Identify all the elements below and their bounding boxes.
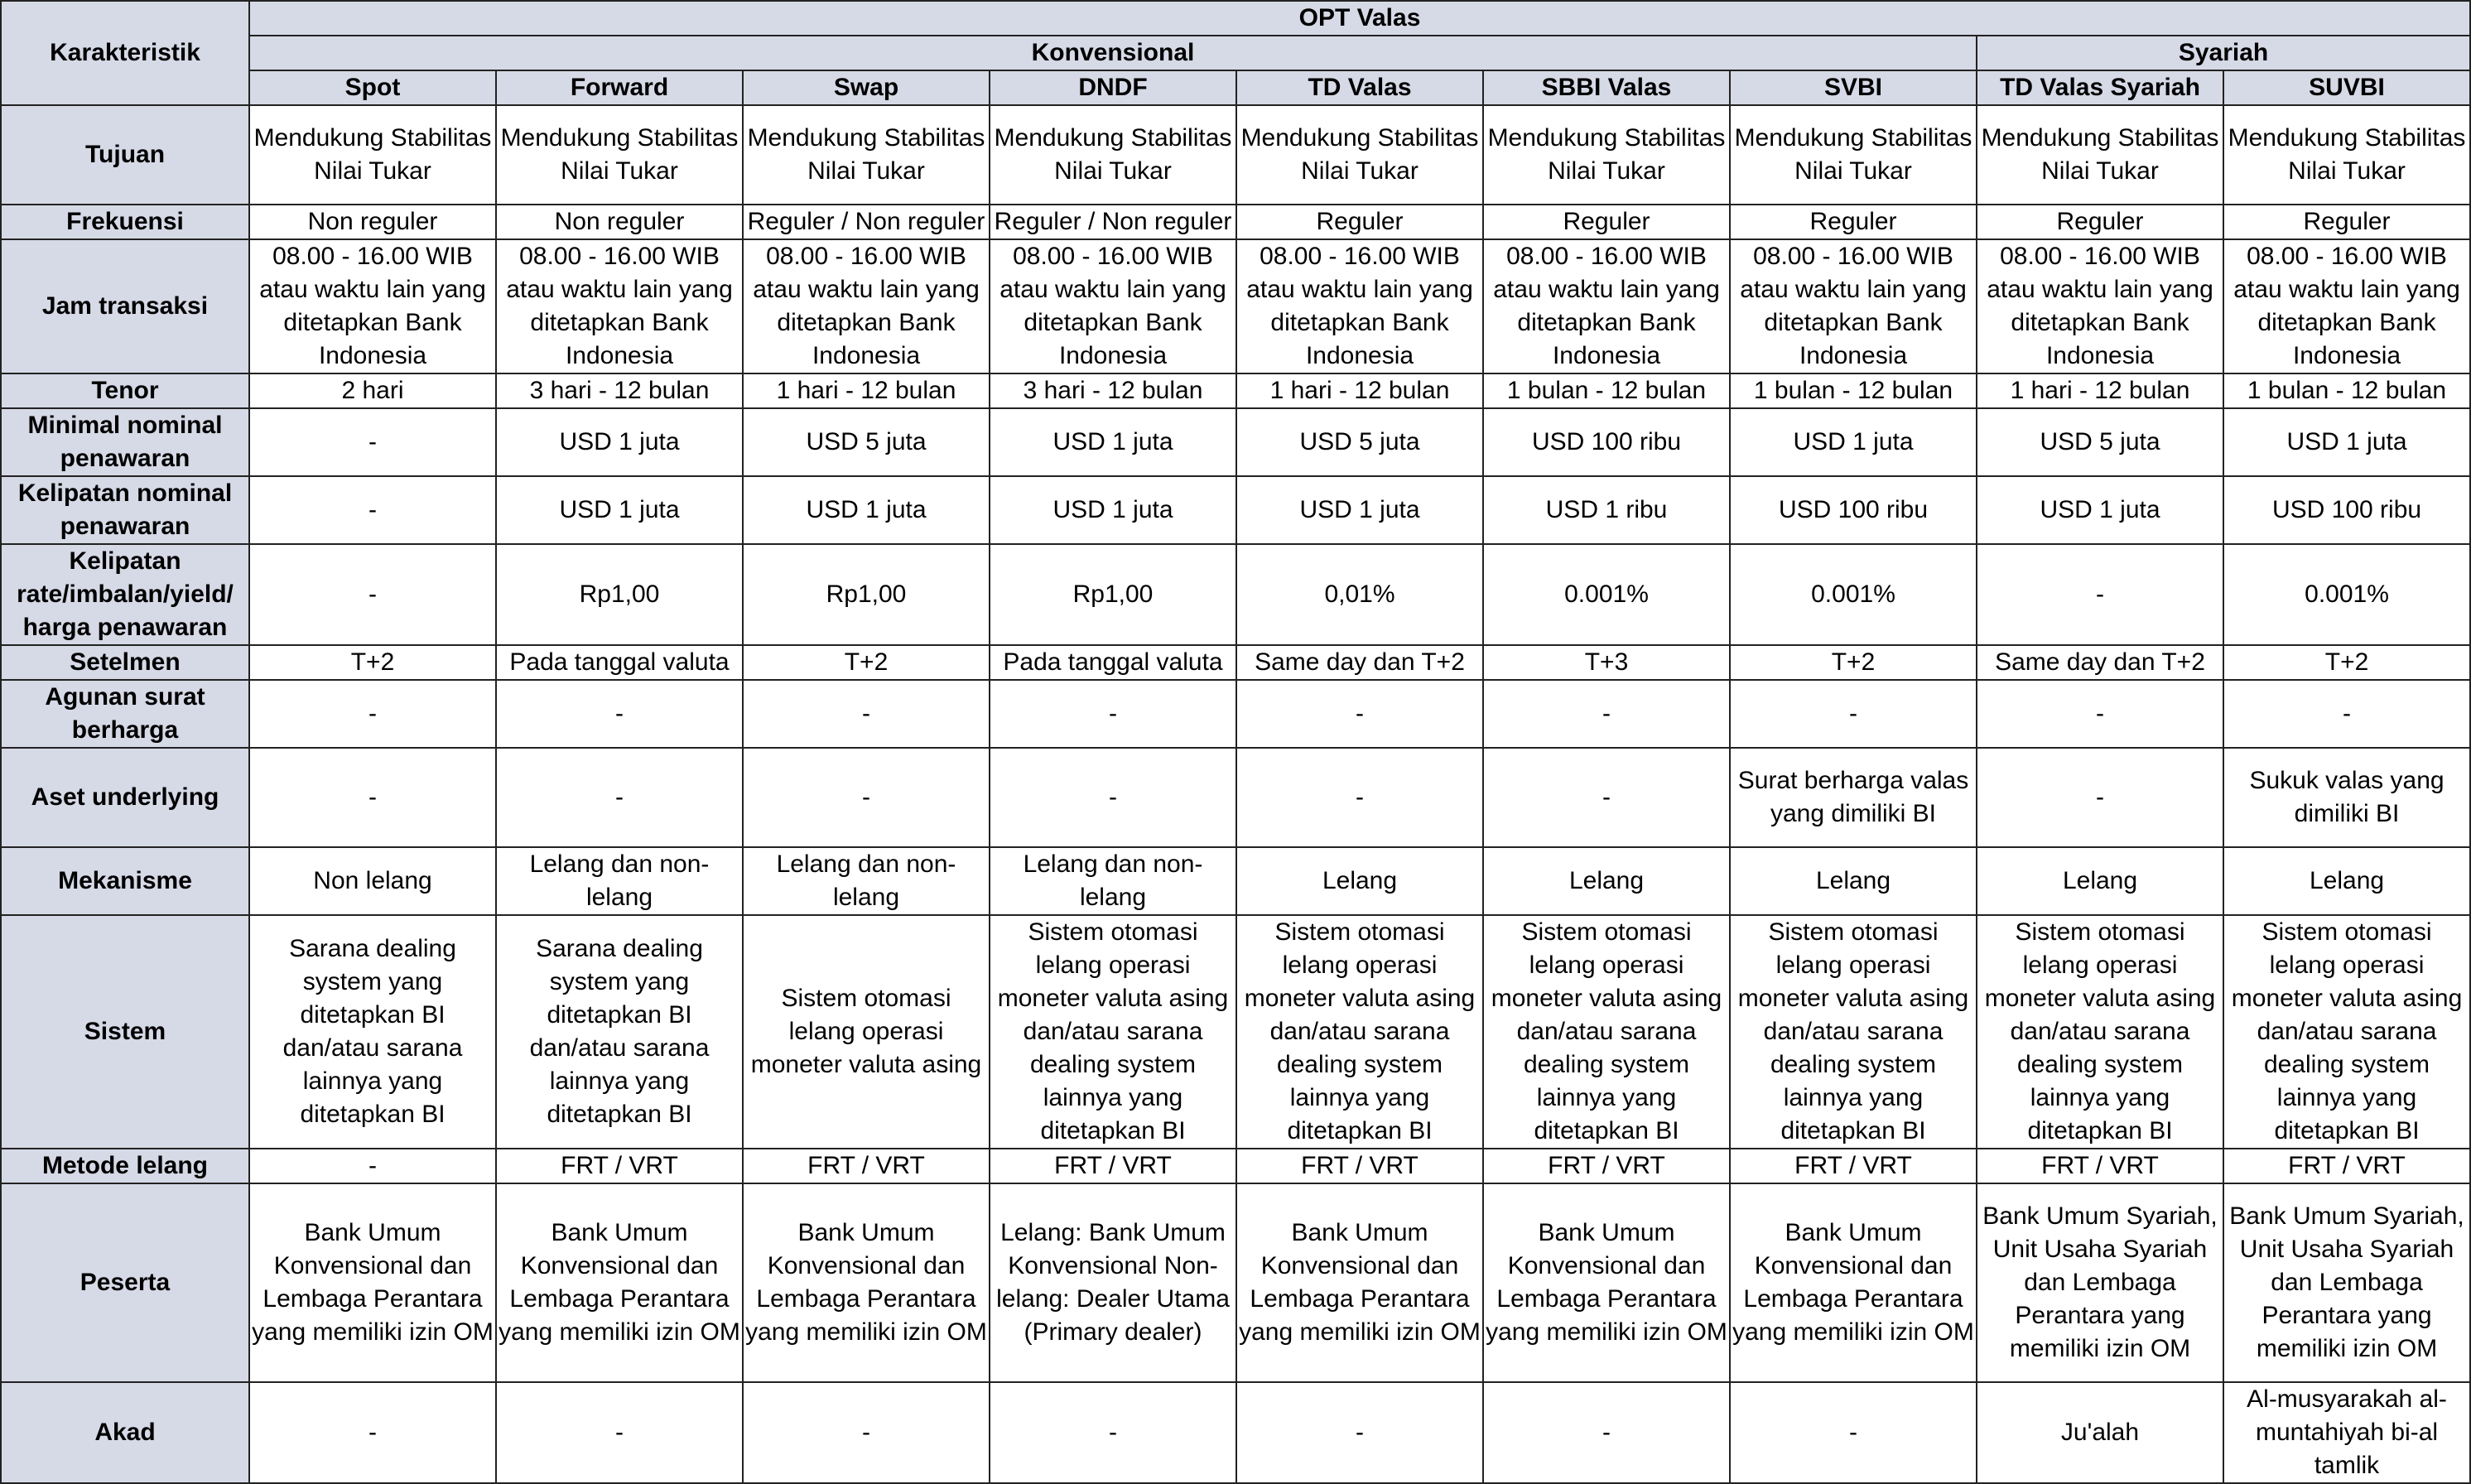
table-cell: USD 1 juta <box>743 476 990 544</box>
table-cell: 1 hari - 12 bulan <box>1236 373 1483 408</box>
table-cell: Mendukung Stabilitas Nilai Tukar <box>1236 105 1483 205</box>
table-cell: Same day dan T+2 <box>1977 645 2223 680</box>
table-cell: 3 hari - 12 bulan <box>990 373 1236 408</box>
table-cell: Mendukung Stabilitas Nilai Tukar <box>249 105 496 205</box>
table-cell: Lelang <box>1236 847 1483 915</box>
column-header: Swap <box>743 70 990 105</box>
table-cell: Reguler / Non reguler <box>743 205 990 239</box>
table-cell: Mendukung Stabilitas Nilai Tukar <box>1977 105 2223 205</box>
table-cell: 0.001% <box>2223 544 2470 645</box>
table-cell: Reguler <box>1483 205 1730 239</box>
table-cell: Mendukung Stabilitas Nilai Tukar <box>1483 105 1730 205</box>
table-cell: Reguler <box>1236 205 1483 239</box>
table-row <box>1 105 2470 205</box>
table-cell: Bank Umum Konvensional dan Lembaga Perantara yang memiliki izin OM <box>249 1183 496 1382</box>
table-cell: Reguler <box>2223 205 2470 239</box>
column-header: TD Valas <box>1236 70 1483 105</box>
table-cell: - <box>496 1382 743 1483</box>
table-cell: Sistem otomasi lelang operasi moneter valuta asing dan/atau sarana dealing system lainnya yang ditetapkan BI <box>1483 915 1730 1149</box>
table-cell: - <box>743 748 990 847</box>
table-cell: - <box>249 1382 496 1483</box>
table-cell: USD 100 ribu <box>1730 476 1977 544</box>
table-cell: Lelang <box>2223 847 2470 915</box>
table-cell: USD 1 juta <box>990 476 1236 544</box>
row-header: Minimal nominal penawaran <box>1 408 249 476</box>
table-cell: Rp1,00 <box>990 544 1236 645</box>
table-cell: FRT / VRT <box>1730 1149 1977 1183</box>
table-cell: 08.00 - 16.00 WIB atau waktu lain yang ditetapkan Bank Indonesia <box>1730 239 1977 373</box>
table-cell: Pada tanggal valuta <box>496 645 743 680</box>
table-cell: USD 1 juta <box>1236 476 1483 544</box>
row-header: Akad <box>1 1382 249 1483</box>
table-cell: Reguler <box>1730 205 1977 239</box>
table-cell: FRT / VRT <box>1236 1149 1483 1183</box>
table-cell: 08.00 - 16.00 WIB atau waktu lain yang ditetapkan Bank Indonesia <box>1236 239 1483 373</box>
table-cell: Al-musyarakah al-muntahiyah bi-al tamlik <box>2223 1382 2470 1483</box>
table-row <box>1 373 2470 408</box>
table-cell: 08.00 - 16.00 WIB atau waktu lain yang ditetapkan Bank Indonesia <box>496 239 743 373</box>
table-cell: Sarana dealing system yang ditetapkan BI dan/atau sarana lainnya yang ditetapkan BI <box>496 915 743 1149</box>
table-cell: 2 hari <box>249 373 496 408</box>
table-cell: - <box>1977 544 2223 645</box>
table-cell: - <box>249 1149 496 1183</box>
table-row <box>1 915 2470 1149</box>
table-cell: FRT / VRT <box>496 1149 743 1183</box>
row-header: Tujuan <box>1 105 249 205</box>
table-cell: 1 hari - 12 bulan <box>1977 373 2223 408</box>
table-cell: 08.00 - 16.00 WIB atau waktu lain yang ditetapkan Bank Indonesia <box>249 239 496 373</box>
table-cell: Bank Umum Konvensional dan Lembaga Perantara yang memiliki izin OM <box>1236 1183 1483 1382</box>
table-cell: USD 1 juta <box>2223 408 2470 476</box>
row-header: Kelipatan rate/imbalan/yield/ harga penawaran <box>1 544 249 645</box>
table-cell: USD 100 ribu <box>1483 408 1730 476</box>
table-cell: - <box>2223 680 2470 748</box>
row-header: Tenor <box>1 373 249 408</box>
row-header: Jam transaksi <box>1 239 249 373</box>
table-cell: Lelang <box>1977 847 2223 915</box>
column-header: Forward <box>496 70 743 105</box>
table-cell: - <box>249 680 496 748</box>
table-cell: Sistem otomasi lelang operasi moneter valuta asing dan/atau sarana dealing system lainnya yang ditetapkan BI <box>2223 915 2470 1149</box>
table-cell: Reguler <box>1977 205 2223 239</box>
table-cell: 08.00 - 16.00 WIB atau waktu lain yang ditetapkan Bank Indonesia <box>743 239 990 373</box>
table-row <box>1 408 2470 476</box>
table-cell: Sistem otomasi lelang operasi moneter valuta asing dan/atau sarana dealing system lainnya yang ditetapkan BI <box>1236 915 1483 1149</box>
column-header: DNDF <box>990 70 1236 105</box>
table-cell: USD 5 juta <box>1236 408 1483 476</box>
table-cell: - <box>1977 680 2223 748</box>
table-cell: - <box>1483 680 1730 748</box>
table-cell: - <box>1483 748 1730 847</box>
table-cell: FRT / VRT <box>990 1149 1236 1183</box>
table-cell: USD 1 juta <box>496 476 743 544</box>
table-cell: Sistem otomasi lelang operasi moneter valuta asing <box>743 915 990 1149</box>
table-cell: - <box>249 476 496 544</box>
table-cell: T+2 <box>2223 645 2470 680</box>
table-row <box>1 544 2470 645</box>
table-row <box>1 645 2470 680</box>
table-cell: - <box>496 748 743 847</box>
table-cell: - <box>990 748 1236 847</box>
table-cell: - <box>743 1382 990 1483</box>
group-header-konvensional: Konvensional <box>249 36 1977 70</box>
table-cell: Lelang dan non-lelang <box>990 847 1236 915</box>
table-cell: 1 bulan - 12 bulan <box>1483 373 1730 408</box>
table-row <box>1 1382 2470 1483</box>
table-cell: USD 5 juta <box>743 408 990 476</box>
table-cell: 1 bulan - 12 bulan <box>1730 373 1977 408</box>
table-cell: Reguler / Non reguler <box>990 205 1236 239</box>
table-cell: - <box>1483 1382 1730 1483</box>
row-header: Peserta <box>1 1183 249 1382</box>
table-cell: Bank Umum Konvensional dan Lembaga Perantara yang memiliki izin OM <box>1483 1183 1730 1382</box>
table-cell: - <box>249 544 496 645</box>
table-cell: Bank Umum Konvensional dan Lembaga Perantara yang memiliki izin OM <box>743 1183 990 1382</box>
table-row <box>1 847 2470 915</box>
table-cell: FRT / VRT <box>1483 1149 1730 1183</box>
table-cell: Bank Umum Syariah, Unit Usaha Syariah dan Lembaga Perantara yang memiliki izin OM <box>2223 1183 2470 1382</box>
table-cell: Surat berharga valas yang dimiliki BI <box>1730 748 1977 847</box>
table-cell: USD 1 juta <box>990 408 1236 476</box>
table-cell: Same day dan T+2 <box>1236 645 1483 680</box>
table-cell: Pada tanggal valuta <box>990 645 1236 680</box>
corner-header: Karakteristik <box>1 1 249 105</box>
row-header: Metode lelang <box>1 1149 249 1183</box>
table-cell: Lelang dan non-lelang <box>496 847 743 915</box>
table-cell: Sukuk valas yang dimiliki BI <box>2223 748 2470 847</box>
table-row <box>1 1183 2470 1382</box>
row-header: Sistem <box>1 915 249 1149</box>
table-cell: Ju'alah <box>1977 1382 2223 1483</box>
row-header: Aset underlying <box>1 748 249 847</box>
table-row <box>1 1149 2470 1183</box>
table-cell: Mendukung Stabilitas Nilai Tukar <box>496 105 743 205</box>
table-cell: Sarana dealing system yang ditetapkan BI dan/atau sarana lainnya yang ditetapkan BI <box>249 915 496 1149</box>
table-cell: Sistem otomasi lelang operasi moneter valuta asing dan/atau sarana dealing system lainnya yang ditetapkan BI <box>1977 915 2223 1149</box>
table-cell: USD 1 juta <box>1977 476 2223 544</box>
table-cell: Lelang <box>1730 847 1977 915</box>
table-cell: - <box>1730 1382 1977 1483</box>
table-cell: Bank Umum Konvensional dan Lembaga Perantara yang memiliki izin OM <box>496 1183 743 1382</box>
table-cell: Rp1,00 <box>496 544 743 645</box>
table-row <box>1 476 2470 544</box>
table-cell: Rp1,00 <box>743 544 990 645</box>
column-header: SBBI Valas <box>1483 70 1730 105</box>
table-cell: Bank Umum Konvensional dan Lembaga Perantara yang memiliki izin OM <box>1730 1183 1977 1382</box>
table-cell: Lelang <box>1483 847 1730 915</box>
table-cell: 0,01% <box>1236 544 1483 645</box>
table-cell: USD 1 juta <box>496 408 743 476</box>
table-cell: - <box>990 680 1236 748</box>
table-cell: Mendukung Stabilitas Nilai Tukar <box>743 105 990 205</box>
table-cell: 08.00 - 16.00 WIB atau waktu lain yang ditetapkan Bank Indonesia <box>1977 239 2223 373</box>
table-cell: 08.00 - 16.00 WIB atau waktu lain yang ditetapkan Bank Indonesia <box>1483 239 1730 373</box>
table-cell: T+2 <box>249 645 496 680</box>
table-cell: 1 bulan - 12 bulan <box>2223 373 2470 408</box>
table-cell: 08.00 - 16.00 WIB atau waktu lain yang ditetapkan Bank Indonesia <box>2223 239 2470 373</box>
table-row <box>1 748 2470 847</box>
table-cell: 3 hari - 12 bulan <box>496 373 743 408</box>
table-cell: Mendukung Stabilitas Nilai Tukar <box>2223 105 2470 205</box>
row-header: Mekanisme <box>1 847 249 915</box>
table-cell: Non reguler <box>249 205 496 239</box>
table-row <box>1 680 2470 748</box>
table-cell: Mendukung Stabilitas Nilai Tukar <box>990 105 1236 205</box>
table-cell: - <box>990 1382 1236 1483</box>
table-cell: USD 100 ribu <box>2223 476 2470 544</box>
table-cell: Non lelang <box>249 847 496 915</box>
table-cell: - <box>249 748 496 847</box>
table-cell: USD 1 juta <box>1730 408 1977 476</box>
row-header: Setelmen <box>1 645 249 680</box>
table-cell: - <box>1236 1382 1483 1483</box>
table-cell: 0.001% <box>1483 544 1730 645</box>
table-cell: FRT / VRT <box>1977 1149 2223 1183</box>
table-cell: Bank Umum Syariah, Unit Usaha Syariah dan Lembaga Perantara yang memiliki izin OM <box>1977 1183 2223 1382</box>
table-cell: - <box>1977 748 2223 847</box>
table-cell: Lelang dan non-lelang <box>743 847 990 915</box>
table-cell: FRT / VRT <box>2223 1149 2470 1183</box>
table-row <box>1 205 2470 239</box>
table-cell: T+2 <box>743 645 990 680</box>
top-header: OPT Valas <box>249 1 2470 36</box>
table-cell: USD 5 juta <box>1977 408 2223 476</box>
column-header: SUVBI <box>2223 70 2470 105</box>
table-cell: - <box>249 408 496 476</box>
table-cell: 08.00 - 16.00 WIB atau waktu lain yang ditetapkan Bank Indonesia <box>990 239 1236 373</box>
column-header: SVBI <box>1730 70 1977 105</box>
table-cell: - <box>743 680 990 748</box>
table-cell: T+2 <box>1730 645 1977 680</box>
table-cell: - <box>496 680 743 748</box>
row-header: Frekuensi <box>1 205 249 239</box>
group-header-syariah: Syariah <box>1977 36 2470 70</box>
column-header: Spot <box>249 70 496 105</box>
table-cell: Mendukung Stabilitas Nilai Tukar <box>1730 105 1977 205</box>
table-cell: - <box>1730 680 1977 748</box>
table-cell: - <box>1236 680 1483 748</box>
table-cell: Lelang: Bank Umum Konvensional Non-lelang: Dealer Utama (Primary dealer) <box>990 1183 1236 1382</box>
column-header: TD Valas Syariah <box>1977 70 2223 105</box>
table-cell: Sistem otomasi lelang operasi moneter valuta asing dan/atau sarana dealing system lainnya yang ditetapkan BI <box>990 915 1236 1149</box>
table-cell: Sistem otomasi lelang operasi moneter valuta asing dan/atau sarana dealing system lainnya yang ditetapkan BI <box>1730 915 1977 1149</box>
table-cell: USD 1 ribu <box>1483 476 1730 544</box>
table-cell: FRT / VRT <box>743 1149 990 1183</box>
row-header: Agunan surat berharga <box>1 680 249 748</box>
table-row <box>1 239 2470 373</box>
row-header: Kelipatan nominal penawaran <box>1 476 249 544</box>
table-cell: 1 hari - 12 bulan <box>743 373 990 408</box>
table-cell: T+3 <box>1483 645 1730 680</box>
table-cell: Non reguler <box>496 205 743 239</box>
table-cell: 0.001% <box>1730 544 1977 645</box>
table-cell: - <box>1236 748 1483 847</box>
